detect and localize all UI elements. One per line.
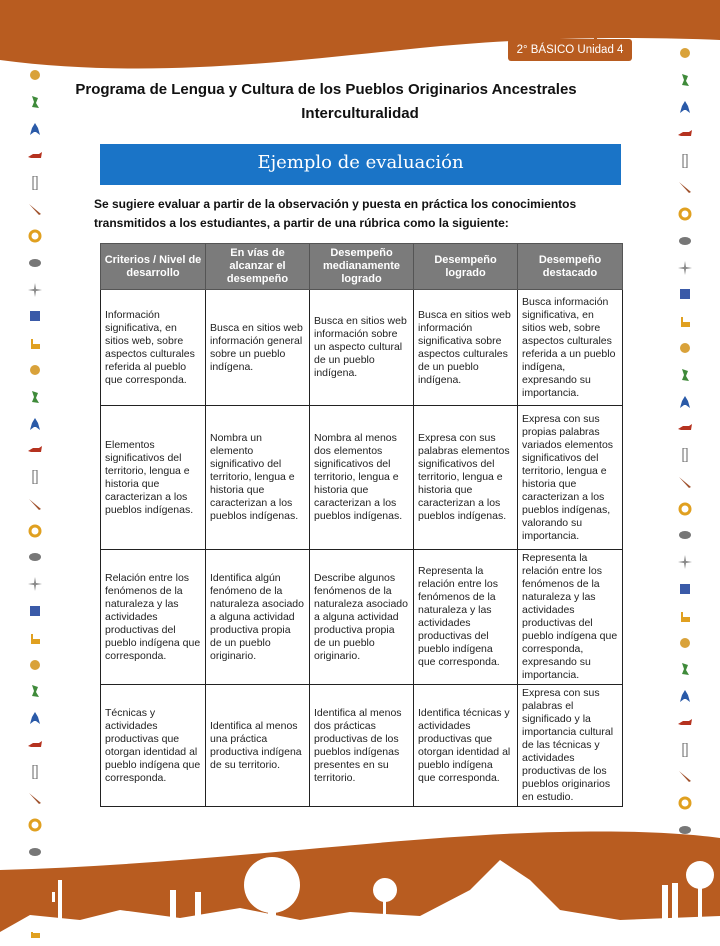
drum-icon	[678, 234, 692, 248]
level-cell: Nombra un elemento significativo del territorio, lengua e historia que caracterizan a los pueblos indígenas.	[206, 406, 310, 550]
frog-icon	[678, 368, 692, 382]
sun-icon	[678, 502, 692, 516]
bird-icon	[28, 791, 42, 805]
criterion-cell: Información significativa, en sitios web, sobre aspectos culturales referida al pueblo que corresponda.	[101, 290, 206, 406]
rubric-row	[101, 550, 623, 685]
section-banner: Ejemplo de evaluación	[100, 144, 621, 185]
fox-icon	[28, 738, 42, 752]
mask-icon	[678, 582, 692, 596]
llama-icon	[678, 314, 692, 328]
drum-icon	[678, 528, 692, 542]
turtle-icon	[28, 363, 42, 377]
level-cell: Nombra al menos dos elementos significativos del territorio, lengua e historia que caracterizan a los pueblos indígenas.	[310, 406, 414, 550]
figure-icon	[28, 122, 42, 136]
mask-icon	[28, 309, 42, 323]
turtle-icon	[28, 658, 42, 672]
frog-icon	[678, 662, 692, 676]
figure-icon	[28, 711, 42, 725]
frog-icon	[28, 390, 42, 404]
drum-icon	[28, 550, 42, 564]
sun-icon	[28, 524, 42, 538]
level-cell: Representa la relación entre los fenómenos de la naturaleza y las actividades productivas del pueblo indígena que corresponda.	[414, 550, 518, 685]
level-cell: Identifica al menos dos prácticas productivas de los pueblos indígenas presentes en su territorio.	[310, 685, 414, 807]
rubric-row	[101, 685, 623, 807]
totem-icon	[28, 176, 42, 190]
subject-title: Interculturalidad	[301, 105, 419, 122]
intro-text: Se sugiere evaluar a partir de la observación y puesta en práctica los conocimientos transmitidos a los estudiantes, a partir de una rúbrica como la siguiente:	[94, 197, 577, 230]
frog-icon	[678, 73, 692, 87]
mask-icon	[678, 287, 692, 301]
totem-icon	[678, 448, 692, 462]
frog-icon	[28, 684, 42, 698]
level-cell: Busca en sitios web información significativa sobre aspectos culturales de un pueblo indígena.	[414, 290, 518, 406]
bottom-landscape-band	[0, 820, 720, 932]
mask-icon	[28, 604, 42, 618]
fox-icon	[678, 716, 692, 730]
sun-icon	[28, 229, 42, 243]
totem-icon	[28, 765, 42, 779]
totem-icon	[678, 743, 692, 757]
header-cell: Desempeño logrado	[414, 244, 518, 290]
bird-icon	[678, 475, 692, 489]
turtle-icon	[678, 341, 692, 355]
header-cell: Desempeño medianamente logrado	[310, 244, 414, 290]
figure-icon	[28, 417, 42, 431]
drum-icon	[28, 256, 42, 270]
bird-icon	[678, 180, 692, 194]
figure-icon	[678, 395, 692, 409]
star-icon	[28, 283, 42, 297]
fox-icon	[678, 421, 692, 435]
rubric-row	[101, 290, 623, 406]
right-icon-strip	[670, 40, 700, 924]
fox-icon	[28, 443, 42, 457]
header-cell: Criterios / Nivel de desarrollo	[101, 244, 206, 290]
figure-icon	[678, 689, 692, 703]
level-cell: Busca en sitios web información sobre un aspecto cultural de un pueblo indígena.	[310, 290, 414, 406]
llama-icon	[678, 609, 692, 623]
bird-icon	[678, 769, 692, 783]
llama-icon	[28, 631, 42, 645]
sun-icon	[678, 796, 692, 810]
unit-badge: 2° BÁSICO Unidad 4	[508, 39, 632, 61]
criterion-cell: Elementos significativos del territorio, lengua e historia que caracterizan a los pueblos indígenas.	[101, 406, 206, 550]
level-cell: Expresa con sus palabras el significado y la importancia cultural de las técnicas y actividades productivas de los pueblos originarios en estudio.	[518, 685, 623, 807]
star-icon	[678, 555, 692, 569]
rubric-row	[101, 406, 623, 550]
level-cell: Busca en sitios web información general sobre un pueblo indígena.	[206, 290, 310, 406]
left-icon-strip	[20, 62, 50, 946]
program-title: Programa de Lengua y Cultura de los Pueblos Originarios Ancestrales	[75, 81, 577, 98]
bird-icon	[28, 497, 42, 511]
turtle-icon	[678, 636, 692, 650]
level-cell: Identifica algún fenómeno de la naturaleza asociado a alguna actividad productiva propia de un pueblo originario.	[206, 550, 310, 685]
totem-icon	[28, 470, 42, 484]
level-cell: Describe algunos fenómenos de la naturaleza asociado a alguna actividad productiva propia de un pueblo originario.	[310, 550, 414, 685]
rubric-table	[100, 243, 623, 807]
level-cell: Identifica al menos una práctica productiva indígena de su territorio.	[206, 685, 310, 807]
star-icon	[678, 261, 692, 275]
star-icon	[28, 577, 42, 591]
criterion-cell: Técnicas y actividades productivas que otorgan identidad al pueblo indígena que corresponda.	[101, 685, 206, 807]
fox-icon	[28, 149, 42, 163]
totem-icon	[678, 154, 692, 168]
llama-icon	[28, 336, 42, 350]
level-cell: Busca información significativa, en sitios web, sobre aspectos culturales referida a un pueblo indígena, expresando su importancia.	[518, 290, 623, 406]
criterion-cell: Relación entre los fenómenos de la naturaleza y las actividades productivas del pueblo indígena que corresponda.	[101, 550, 206, 685]
fox-icon	[678, 127, 692, 141]
level-cell: Identifica técnicas y actividades productivas que otorgan identidad al pueblo indígena que corresponda.	[414, 685, 518, 807]
bird-icon	[28, 202, 42, 216]
header-cell: En vías de alcanzar el desempeño	[206, 244, 310, 290]
level-cell: Expresa con sus propias palabras variados elementos significativos del territorio, lengua e historia que caracterizan a los pueblos indígenas, valorando su importancia.	[518, 406, 623, 550]
header-cell: Desempeño destacado	[518, 244, 623, 290]
sun-icon	[678, 207, 692, 221]
rubric-header-row	[101, 244, 623, 290]
level-cell: Expresa con sus palabras elementos significativos del territorio, lengua e historia que caracterizan a los pueblos indígenas.	[414, 406, 518, 550]
turtle-icon	[678, 46, 692, 60]
level-cell: Representa la relación entre los fenómenos de la naturaleza y las actividades productivas del pueblo indígena que corresponda, expresando su importancia.	[518, 550, 623, 685]
